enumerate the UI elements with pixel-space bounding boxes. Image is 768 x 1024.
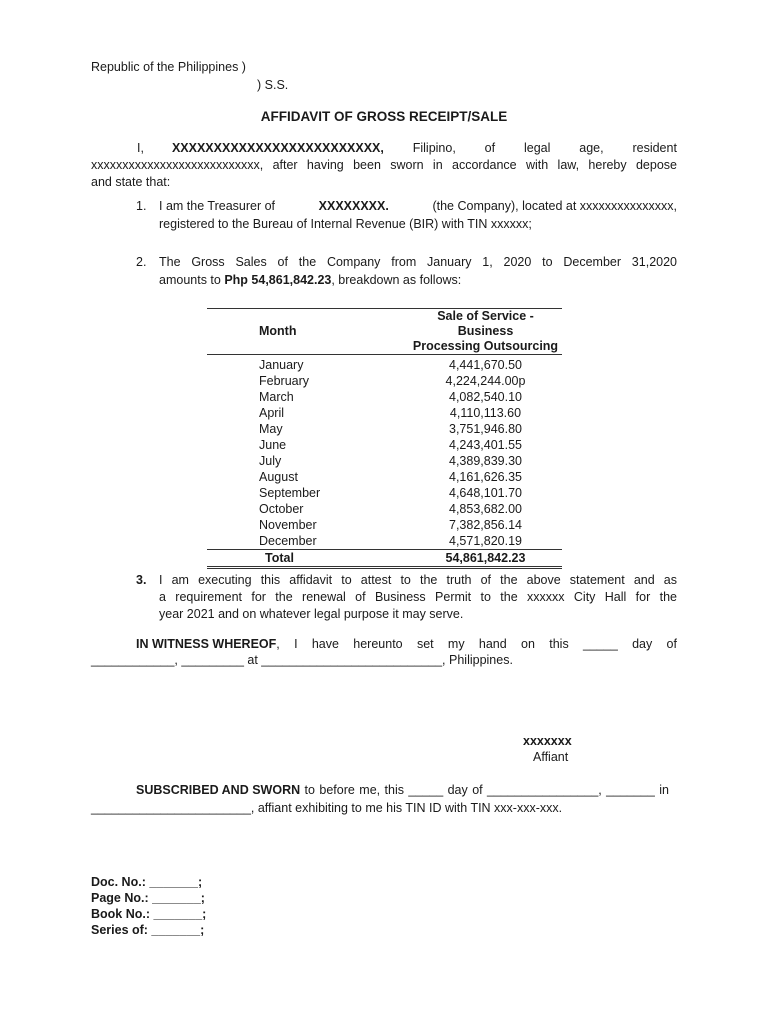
row-month: March bbox=[259, 390, 294, 404]
table-total-row bbox=[207, 550, 562, 568]
document-title: AFFIDAVIT OF GROSS RECEIPT/SALE bbox=[260, 109, 508, 124]
table-row bbox=[207, 517, 562, 533]
table-body bbox=[207, 355, 562, 550]
row-month: July bbox=[259, 454, 282, 468]
row-value: 4,853,682.00 bbox=[449, 502, 522, 516]
table-row bbox=[207, 357, 562, 373]
witness-line-1 bbox=[136, 637, 677, 651]
intro-line-3: and state that: bbox=[91, 175, 171, 189]
row-month: November bbox=[259, 518, 317, 532]
gross-sales-amount: Php 54,861,842.23 bbox=[224, 273, 332, 287]
table-row bbox=[207, 373, 562, 389]
jurat-line-2: _______________________, affiant exhibiting to me his TIN ID with TIN xxx-xxx-xxx. bbox=[91, 801, 563, 815]
item-1-text-a: I am the Treasurer of bbox=[159, 199, 276, 213]
witness-line-2: ____________, _________ at __________________________, Philippines. bbox=[91, 653, 513, 667]
intro-word-resident: resident bbox=[632, 141, 677, 155]
venue-line-2: ) S.S. bbox=[257, 78, 289, 92]
row-value: 4,161,626.35 bbox=[449, 470, 522, 484]
row-month: December bbox=[259, 534, 317, 548]
intro-word-of: of bbox=[484, 141, 496, 155]
jurat-line-1 bbox=[136, 783, 669, 797]
table-row bbox=[207, 405, 562, 421]
item-1-text-b: (the Company), located at xxxxxxxxxxxxxxx, bbox=[432, 199, 677, 213]
table-row bbox=[207, 469, 562, 485]
intro-line-1 bbox=[91, 141, 677, 155]
row-value: 4,110,113.60 bbox=[449, 406, 522, 420]
row-value: 4,441,670.50 bbox=[449, 358, 522, 372]
intro-word-filipino: Filipino, bbox=[412, 141, 456, 155]
item-2-text-b: , breakdown as follows: bbox=[331, 273, 462, 287]
row-value: 3,751,946.80 bbox=[449, 422, 522, 436]
item-3-number: 3. bbox=[136, 573, 147, 587]
table-row bbox=[207, 533, 562, 550]
table-row bbox=[207, 501, 562, 517]
header-sale-line-1: Sale of Service - Business bbox=[437, 309, 534, 338]
header-sale-of-service bbox=[409, 309, 562, 355]
subscribed-and-sworn: SUBSCRIBED AND SWORN bbox=[136, 783, 301, 797]
row-month: February bbox=[259, 374, 310, 388]
venue-line-1: Republic of the Philippines ) bbox=[91, 60, 246, 74]
row-value: 7,382,856.14 bbox=[449, 518, 522, 532]
item-2-line-1: The Gross Sales of the Company from January 1, 2020 to December 31,2020 bbox=[159, 255, 677, 269]
total-value: 54,861,842.23 bbox=[409, 550, 562, 568]
series-of-field: Series of: _______; bbox=[91, 923, 205, 937]
item-2-number: 2. bbox=[136, 255, 147, 269]
total-label: Total bbox=[207, 550, 409, 568]
row-value: 4,243,401.55 bbox=[449, 438, 522, 452]
item-2-line-2 bbox=[159, 273, 461, 287]
row-month: May bbox=[259, 422, 283, 436]
row-month: January bbox=[259, 358, 304, 372]
sales-breakdown-table bbox=[207, 308, 562, 569]
in-witness-whereof: IN WITNESS WHEREOF bbox=[136, 637, 277, 651]
item-1-number: 1. bbox=[136, 199, 147, 213]
row-value: 4,082,540.10 bbox=[449, 390, 522, 404]
book-no-field: Book No.: _______; bbox=[91, 907, 207, 921]
intro-word-age: age, bbox=[579, 141, 604, 155]
table-row bbox=[207, 389, 562, 405]
intro-pronoun: I, bbox=[137, 141, 144, 155]
row-month: April bbox=[259, 406, 285, 420]
affiant-name: xxxxxxx bbox=[523, 734, 572, 748]
row-month: June bbox=[259, 438, 287, 452]
row-month: October bbox=[259, 502, 304, 516]
header-month: Month bbox=[259, 324, 297, 338]
table-row bbox=[207, 437, 562, 453]
row-value: 4,389,839.30 bbox=[449, 454, 522, 468]
jurat-text: to before me, this _____ day of ________________, _______ in bbox=[300, 783, 669, 797]
item-1-line-2: registered to the Bureau of Internal Revenue (BIR) with TIN xxxxxx; bbox=[159, 217, 532, 231]
intro-word-legal: legal bbox=[523, 141, 551, 155]
witness-text: , I have hereunto set my hand on this _____ day of bbox=[276, 637, 677, 651]
item-3-line-3: year 2021 and on whatever legal purpose it may serve. bbox=[159, 607, 464, 621]
row-month: August bbox=[259, 470, 298, 484]
affiant-label: Affiant bbox=[533, 750, 569, 764]
company-name-placeholder: XXXXXXXX. bbox=[318, 199, 389, 213]
doc-no-field: Doc. No.: _______; bbox=[91, 875, 203, 889]
intro-line-2: xxxxxxxxxxxxxxxxxxxxxxxxxxx, after having been sworn in accordance with law, hereby depose bbox=[91, 158, 677, 172]
header-sale-line-2: Processing Outsourcing bbox=[412, 339, 559, 353]
table-row bbox=[207, 485, 562, 501]
item-1-line-1 bbox=[159, 199, 677, 213]
affiant-name-placeholder: XXXXXXXXXXXXXXXXXXXXXXXXX, bbox=[171, 141, 384, 155]
table-row bbox=[207, 453, 562, 469]
item-2-text-a: amounts to bbox=[159, 273, 225, 287]
page-no-field: Page No.: _______; bbox=[91, 891, 205, 905]
table-row bbox=[207, 421, 562, 437]
item-3-line-2: a requirement for the renewal of Business Permit to the xxxxxx City Hall for the bbox=[159, 590, 677, 604]
row-value: 4,571,820.19 bbox=[449, 534, 522, 548]
row-value: 4,648,101.70 bbox=[449, 486, 522, 500]
row-month: September bbox=[259, 486, 321, 500]
item-3-line-1: I am executing this affidavit to attest to the truth of the above statement and as bbox=[159, 573, 677, 587]
row-value: 4,224,244.00p bbox=[445, 374, 526, 388]
table-header-row bbox=[207, 309, 562, 355]
